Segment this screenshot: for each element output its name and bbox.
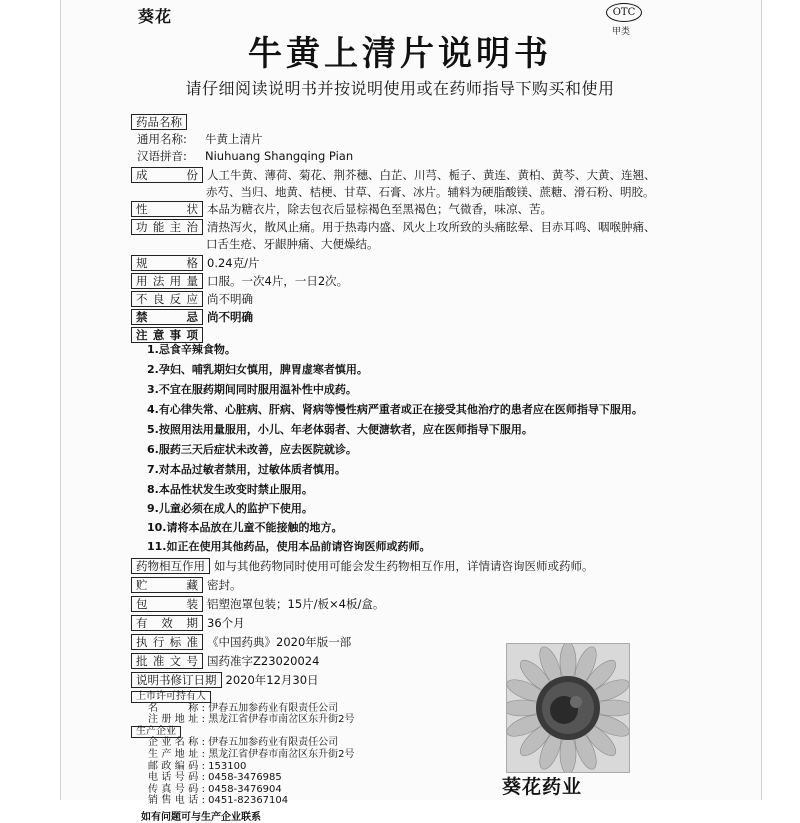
manufacturer-fax-row	[148, 784, 282, 795]
precaution-item: 2.孕妇、哺乳期妇女慎用，脾胃虚寒者慎用。	[147, 363, 368, 376]
approval-row: 批准文号 国药准字Z23020024	[131, 653, 319, 669]
indications-line-2: 口舌生疮、牙龈肿痛、大便燥结。	[206, 237, 379, 251]
manufacturer-tel-row	[148, 772, 282, 783]
precaution-item: 5.按照用法用量服用，小儿、年老体弱者、大便溏软者，应在医师指导下服用。	[147, 423, 533, 436]
field-value: 153100	[205, 760, 247, 772]
holder-address-row: 注册地址: 黑龙江省伊春市南岔区东升街2号	[148, 714, 355, 726]
precaution-item: 9.儿童必须在成人的监护下使用。	[147, 502, 313, 515]
holder-header: 上市许可持有人	[131, 691, 215, 703]
package-row: 包 装 铝塑泡罩包装；15片/板×4板/盒。	[131, 596, 384, 612]
ingredients-line-2: 赤芍、当归、地黄、桔梗、甘草、石膏、冰片。辅料为硬脂酸镁、蔗糖、滑石粉、明胶。	[206, 185, 655, 199]
field-value: 0458-3476904	[205, 783, 282, 795]
manufacturer-address-row: 生产地址: 黑龙江省伊春市南岔区东升街2号	[148, 749, 355, 760]
page-subtitle: 请仔细阅读说明书并按说明使用或在药师指导下购买和使用	[185, 79, 615, 98]
contra-row: 禁 忌 尚不明确	[131, 309, 253, 325]
sunflower-image	[506, 643, 630, 773]
drug-name-header: 药品名称	[131, 114, 191, 130]
field-label: 销售电话:	[148, 795, 205, 807]
indications-row: 功能主治 清热泻火，散风止痛。用于热毒内盛、风火上攻所致的头痛眩晕、目赤耳鸣、咽喉肿痛、	[131, 219, 656, 235]
holder-name-row: 名 称: 伊春五加参药业有限责任公司	[148, 702, 339, 714]
generic-name-row: 通用名称: 牛黄上清片	[137, 132, 263, 146]
adverse-row: 不良反应 尚不明确	[131, 291, 253, 307]
brand-logo-top: 葵花	[138, 7, 173, 26]
field-label: 传真号码:	[148, 783, 205, 795]
precaution-item: 8.本品性状发生改变时禁止服用。	[147, 483, 313, 496]
standard-row: 执行标准 《中国药典》2020年版一部	[131, 634, 351, 650]
interactions-row: 药物相互作用 如与其他药物同时使用可能会发生药物相互作用，详情请咨询医师或药师。	[131, 558, 594, 574]
precaution-item: 11.如正在使用其他药品，使用本品前请咨询医师或药师。	[147, 540, 431, 553]
page-title: 牛黄上清片说明书	[248, 34, 552, 74]
field-label: 邮政编码:	[148, 760, 205, 772]
manufacturer-name-row: 企业名称: 伊春五加参药业有限责任公司	[148, 737, 339, 749]
field-value: 0451-82367104	[205, 795, 289, 807]
precaution-item: 1.忌食辛辣食物。	[147, 343, 236, 356]
precaution-item: 4.有心律失常、心脏病、肝病、肾病等慢性病严重者或正在接受其他治疗的患者应在医师指导下服用。	[147, 403, 643, 416]
field-value: 0458-3476985	[205, 772, 282, 784]
revision-row: 说明书修订日期 2020年12月30日	[131, 672, 319, 688]
manufacturer-zip-row	[148, 761, 246, 772]
storage-row: 贮 藏 密封。	[131, 577, 242, 593]
precaution-item: 3.不宜在服药期间同时服用温补性中成药。	[147, 383, 357, 396]
manufacturer-header: 生产企业	[131, 726, 185, 738]
precautions-header: 注意事项	[131, 327, 207, 343]
pinyin-row: 汉语拼音: Niuhuang Shangqing Pian	[137, 149, 354, 163]
validity-row: 有 效 期 36个月	[131, 615, 245, 631]
field-label: 电话号码:	[148, 772, 205, 784]
precaution-item: 10.请将本品放在儿童不能接触的地方。	[147, 521, 343, 534]
dosage-row: 用法用量 口服。一次4片，一日2次。	[131, 273, 348, 289]
brand-logo-bottom: 葵花药业	[502, 776, 583, 798]
precaution-item: 7.对本品过敏者禁用，过敏体质者慎用。	[147, 463, 346, 476]
character-row: 性 状 本品为糖衣片，除去包衣后显棕褐色至黑褐色；气微香，味凉、苦。	[131, 201, 552, 217]
precaution-item: 6.服药三天后症状未改善，应去医院就诊。	[147, 443, 357, 456]
otc-mark: OTC	[606, 3, 642, 22]
otc-class: 甲类	[612, 27, 631, 37]
ingredients-row: 成 份 人工牛黄、薄荷、菊花、荆芥穗、白芷、川芎、栀子、黄连、黄柏、黄芩、大黄、连翘、	[131, 167, 656, 183]
manufacturer-sales-row	[148, 795, 288, 806]
spec-row: 规 格 0.24克/片	[131, 255, 259, 271]
footer-note: 如有问题可与生产企业联系	[141, 812, 261, 823]
